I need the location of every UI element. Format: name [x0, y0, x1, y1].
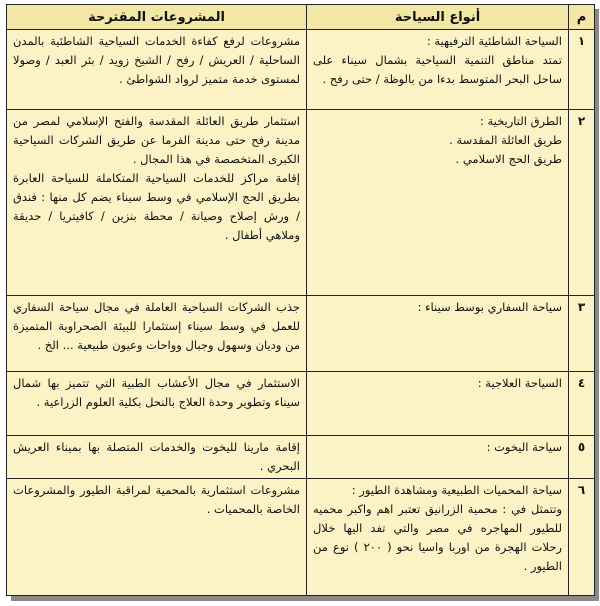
project-cell — [7, 296, 307, 372]
row-number: ٤ — [569, 372, 595, 436]
tourism-projects-table — [6, 4, 595, 596]
project-text: استثمار طريق العائلة المقدسة والفتح الإسلامي لمصر من مدينة رفح حتى مدينة الفرما عن طريق الشركات السياحية الكبرى المتخصصة في هذا المجال . — [13, 114, 300, 166]
project-text: مشروعات استثمارية بالمحمية لمراقبة الطيور والمشروعات الخاصة بالمحميات . — [13, 483, 300, 516]
project-cell — [7, 479, 307, 596]
table-header-row — [7, 5, 595, 30]
header-tourism-types: أنواع السياحة — [307, 5, 569, 30]
project-text: إقامة مراكز للخدمات السياحية المتكاملة للسياحة العابرة بطريق الحج الإسلامي في وسط سيناء يضم كل منها : فندق / ورش إصلاح وصيانة / محطة بنزين / كافيتريا / حديقة وملاهي أطفال . — [13, 171, 300, 242]
project-text: الاستثمار في مجال الأعشاب الطبية التي تتميز بها شمال سيناء وتطوير وحدة العلاج بالنحل بكلية العلوم الزراعية . — [13, 376, 300, 409]
table-row — [7, 110, 595, 296]
table-frame — [6, 4, 594, 596]
table-row — [7, 436, 595, 479]
tourism-type-cell — [307, 30, 569, 110]
project-text: إقامة مارينا لليخوت والخدمات المتصلة بها بميناء العريش البحري . — [13, 440, 300, 473]
project-text: مشروعات لرفع كفاءة الخدمات السياحية الشاطئية بالمدن الساحلية / العريش / رفح / الشيخ زويد / بئر العبد / وصولا لمستوى خدمة متميز لرواد الشواطئ . — [13, 34, 300, 86]
tourism-type-cell — [307, 110, 569, 296]
project-cell — [7, 110, 307, 296]
table-row — [7, 30, 595, 110]
header-number: م — [569, 5, 595, 30]
header-proposed-projects: المشروعات المقترحة — [7, 5, 307, 30]
tourism-type-text: طريق العائلة المقدسة . — [449, 133, 562, 147]
table-row — [7, 372, 595, 436]
row-number: ٥ — [569, 436, 595, 479]
tourism-type-title: سياحة المحميات الطبيعية ومشاهدة الطيور : — [351, 483, 562, 497]
tourism-type-title: سياحة السفاري بوسط سيناء : — [417, 300, 562, 314]
table-row — [7, 479, 595, 596]
project-cell — [7, 436, 307, 479]
tourism-type-cell — [307, 436, 569, 479]
tourism-type-cell — [307, 479, 569, 596]
tourism-type-text: تمتد مناطق التنمية السياحية بشمال سيناء على ساحل البحر المتوسط بدءا من بالوظة / حتى رفح . — [313, 53, 562, 86]
tourism-type-title: الطرق التاريخية : — [479, 114, 562, 128]
project-cell — [7, 30, 307, 110]
tourism-type-title: سياحة اليخوت : — [486, 440, 562, 454]
project-cell — [7, 372, 307, 436]
tourism-type-text: طريق الحج الاسلامي . — [455, 152, 562, 166]
table-row — [7, 296, 595, 372]
tourism-type-title: السياحة الشاطئية الترفيهية : — [426, 34, 562, 48]
project-text: جذب الشركات السياحية العاملة في مجال سياحة السفاري للعمل في وسط سيناء إستثمارا للبيئة الصحراوية المتميزة من وديان وسهول وجبال وواحات وعيون طبيعية ... الخ . — [13, 300, 300, 352]
row-number: ١ — [569, 30, 595, 110]
tourism-type-title: السياحة العلاجية : — [477, 376, 562, 390]
tourism-type-cell — [307, 296, 569, 372]
tourism-type-text: وتتمثل في : محمية الزرانيق تعتبر اهم واكبر محميه للطيور المهاجره في مصر والتي تفد اليها خلال رحلات الهجرة من اوربا واسيا نحو ( ٢٠٠ ) نوع من الطيور . — [313, 502, 562, 573]
tourism-type-cell — [307, 372, 569, 436]
row-number: ٢ — [569, 110, 595, 296]
row-number: ٣ — [569, 296, 595, 372]
row-number: ٦ — [569, 479, 595, 596]
